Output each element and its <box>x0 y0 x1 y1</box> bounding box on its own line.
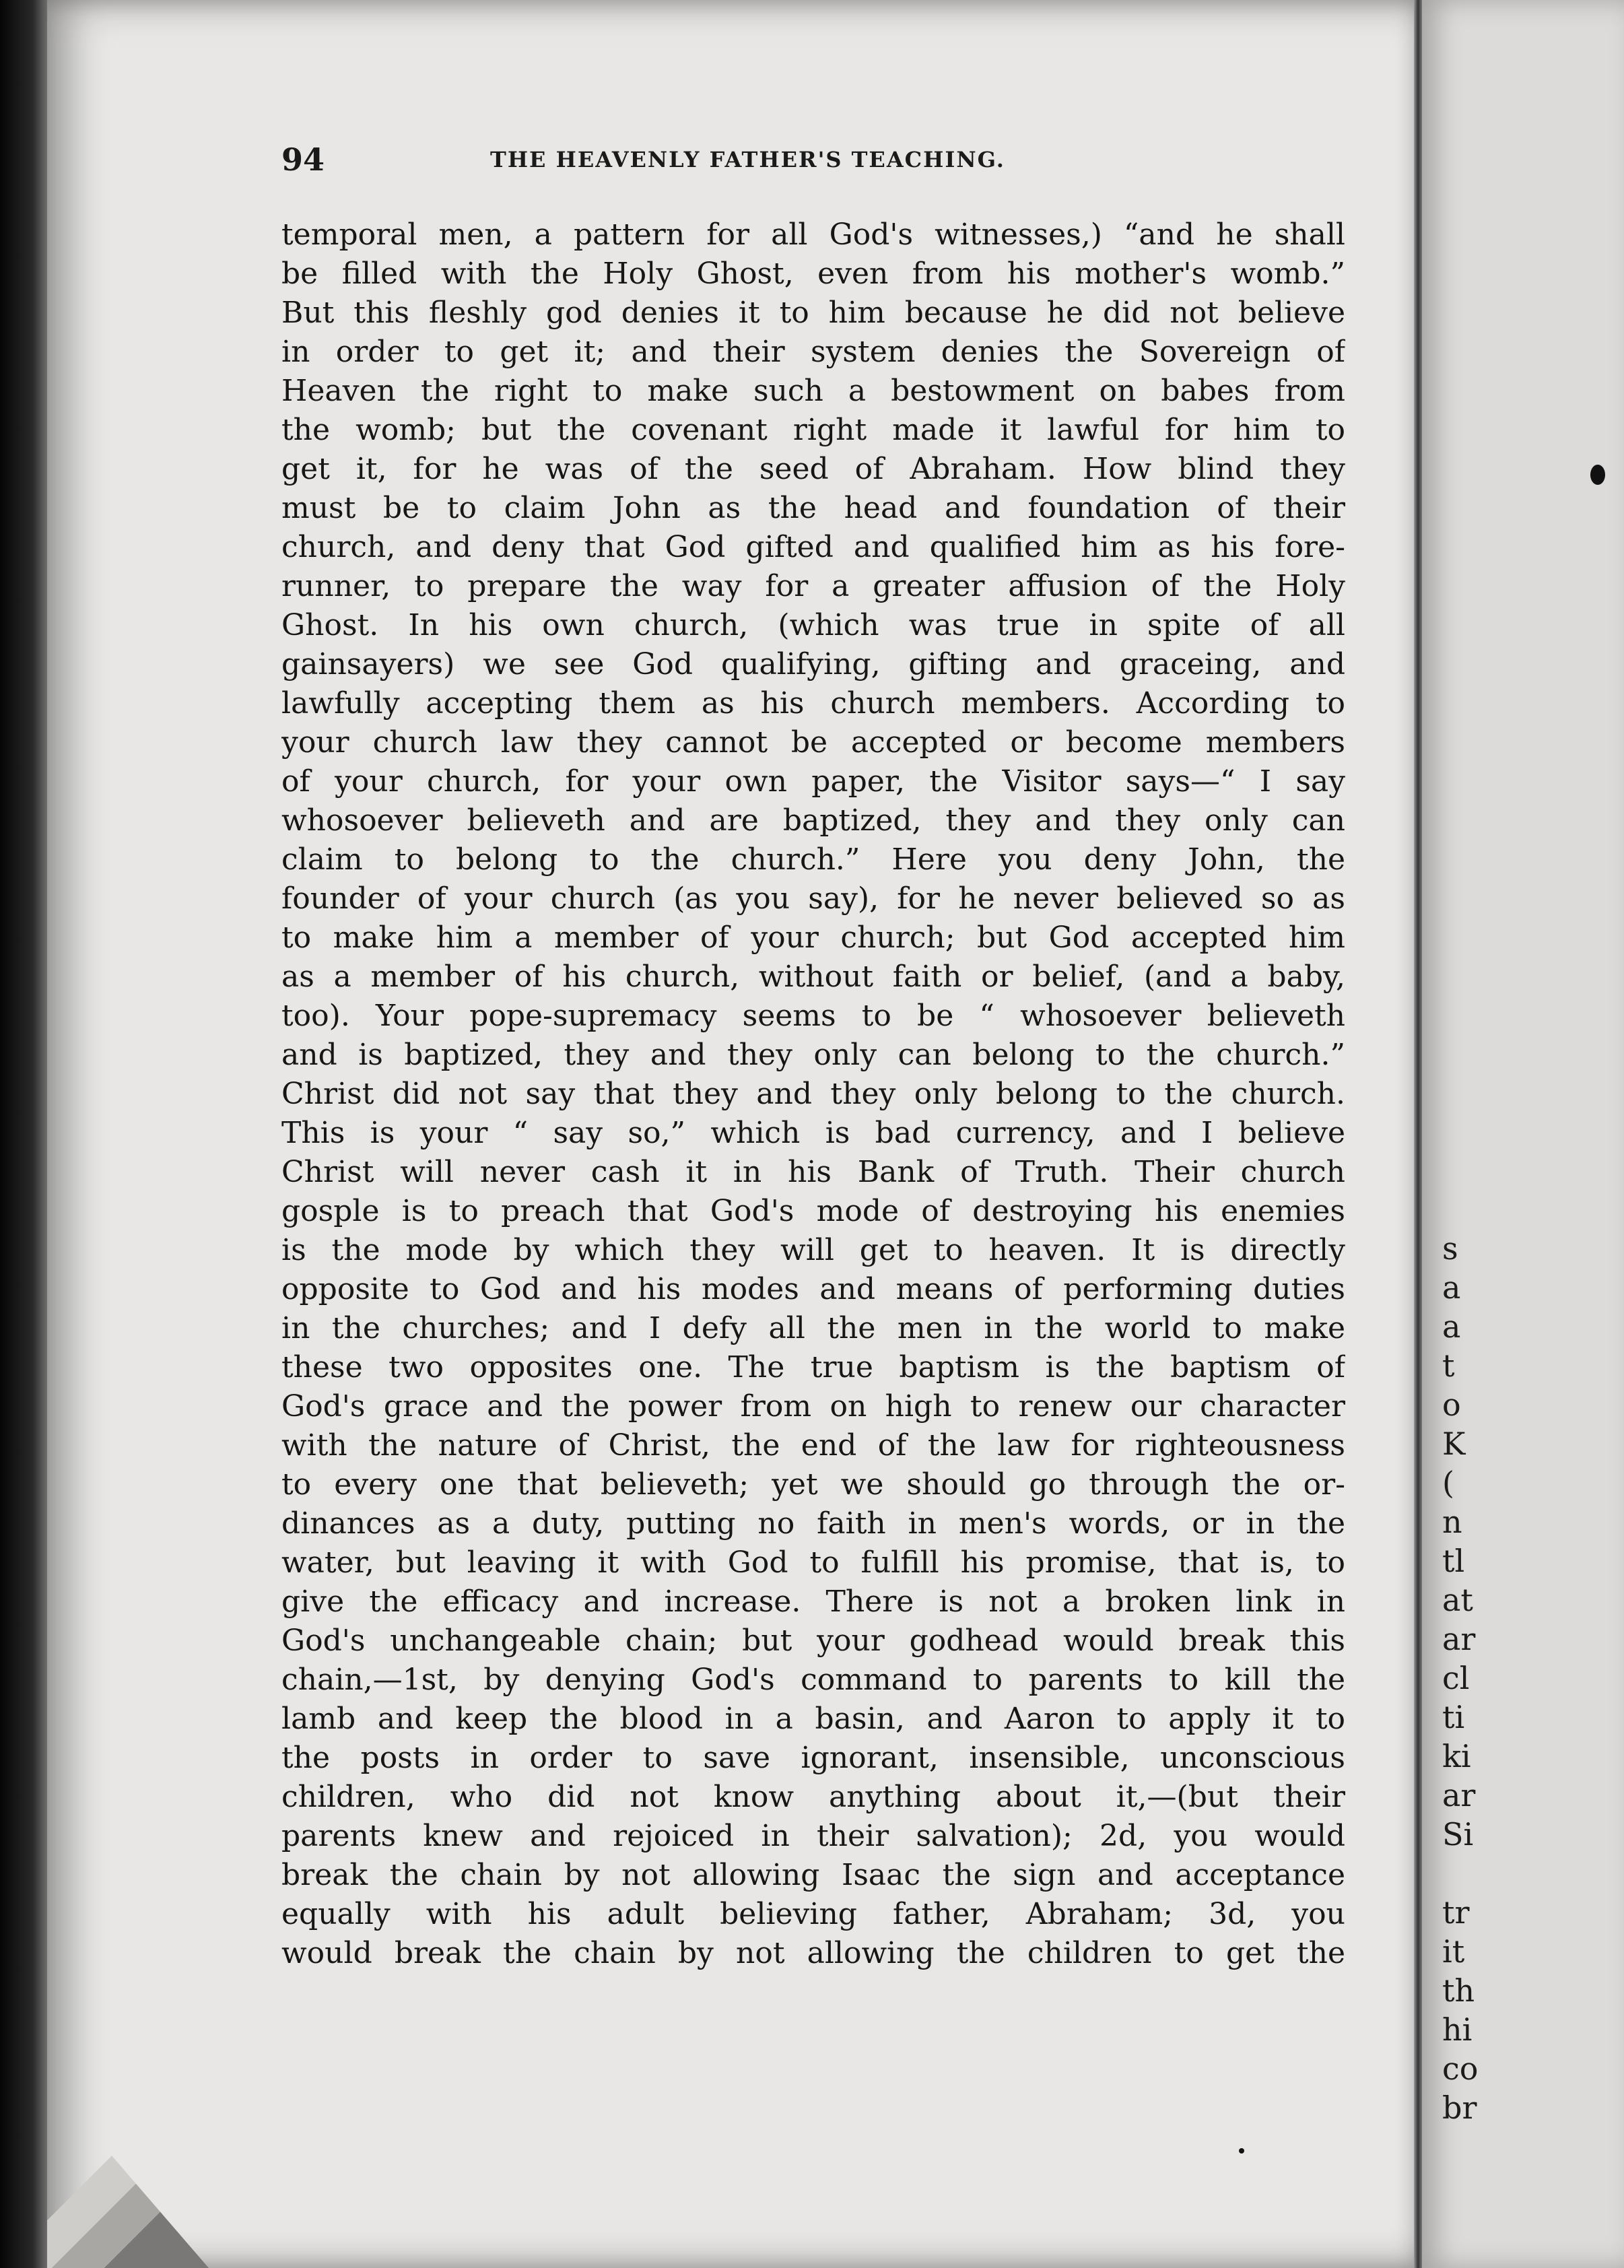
text-line: get it, for he was of the seed of Abraham. How blind they <box>281 452 1345 486</box>
text-line: parents knew and rejoiced in their salvation); 2d, you would <box>281 1819 1345 1853</box>
text-line: your church law they cannot be accepted or become members <box>281 725 1345 760</box>
text-line: give the efficacy and increase. There is not a broken link in <box>281 1585 1345 1619</box>
text-line: children, who did not know anything about it,—(but their <box>281 1780 1345 1814</box>
text-line: the posts in order to save ignorant, insensible, unconscious <box>281 1741 1345 1775</box>
adjacent-page-fragment: br <box>1442 2090 1477 2126</box>
adjacent-page-fragment: n <box>1442 1504 1462 1540</box>
text-line: church, and deny that God gifted and qualified him as his fore- <box>281 530 1345 564</box>
adjacent-page-fragment: cl <box>1442 1660 1470 1696</box>
text-line: Christ did not say that they and they only belong to the church. <box>281 1077 1345 1111</box>
text-line: in order to get it; and their system denies the Sovereign of <box>281 335 1345 369</box>
adjacent-page-fragment: Si <box>1442 1816 1474 1853</box>
adjacent-page-fragment: t <box>1442 1347 1455 1384</box>
adjacent-page-fragment: it <box>1442 1933 1465 1970</box>
text-line: to every one that believeth; yet we should go through the or- <box>281 1467 1345 1502</box>
text-line: equally with his adult believing father, Abraham; 3d, you <box>281 1897 1345 1931</box>
adjacent-page-fragment: ar <box>1442 1777 1476 1813</box>
text-line: be filled with the Holy Ghost, even from his mother's womb.” <box>281 257 1345 291</box>
book-page <box>47 0 1421 2268</box>
text-line: founder of your church (as you say), for he never believed so as <box>281 881 1345 916</box>
text-line: gainsayers) we see God qualifying, gifting and graceing, and <box>281 647 1345 681</box>
scan-left-edge <box>0 0 47 2268</box>
text-line: and is baptized, they and they only can belong to the church.” <box>281 1038 1345 1072</box>
text-line: lawfully accepting them as his church members. According to <box>281 686 1345 721</box>
adjacent-page-fragment: co <box>1442 2050 1479 2087</box>
text-line: of your church, for your own paper, the Visitor says—“ I say <box>281 764 1345 799</box>
text-line: Heaven the right to make such a bestowment on babes from <box>281 374 1345 408</box>
text-line: runner, to prepare the way for a greater affusion of the Holy <box>281 569 1345 603</box>
page-number: 94 <box>281 141 325 178</box>
text-line: too). Your pope-supremacy seems to be “ whosoever believeth <box>281 999 1345 1033</box>
adjacent-page-fragment: th <box>1442 1972 1475 2009</box>
adjacent-page-edge <box>1422 0 1624 2268</box>
text-line: whosoever believeth and are baptized, they and they only can <box>281 803 1345 838</box>
text-line: chain,—1st, by denying God's command to parents to kill the <box>281 1663 1345 1697</box>
page-fold <box>1414 0 1422 2268</box>
text-line: is the mode by which they will get to heaven. It is directly <box>281 1233 1345 1267</box>
text-line: break the chain by not allowing Isaac the sign and acceptance <box>281 1858 1345 1892</box>
text-line: with the nature of Christ, the end of the law for righteousness <box>281 1428 1345 1463</box>
running-title: THE HEAVENLY FATHER'S TEACHING. <box>490 147 1005 172</box>
body-text <box>281 215 1345 1973</box>
text-line: in the churches; and I defy all the men in the world to make <box>281 1311 1345 1345</box>
text-line: This is your “ say so,” which is bad currency, and I believe <box>281 1116 1345 1150</box>
page-header <box>281 141 1345 182</box>
text-line: But this fleshly god denies it to him because he did not believe <box>281 296 1345 330</box>
text-line: Christ will never cash it in his Bank of Truth. Their church <box>281 1155 1345 1189</box>
text-line: temporal men, a pattern for all God's witnesses,) “and he shall <box>281 218 1345 252</box>
adjacent-page-fragment: o <box>1442 1387 1461 1423</box>
adjacent-page-fragment: ar <box>1442 1621 1476 1657</box>
text-line: these two opposites one. The true baptism is the baptism of <box>281 1350 1345 1385</box>
ink-speck <box>1590 465 1605 485</box>
adjacent-page-fragment: s <box>1442 1230 1458 1267</box>
text-line: gosple is to preach that God's mode of destroying his enemies <box>281 1194 1345 1228</box>
adjacent-page-fragment: a <box>1442 1308 1461 1345</box>
adjacent-page-fragment: hi <box>1442 2011 1473 2048</box>
text-line: dinances as a duty, putting no faith in men's words, or in the <box>281 1506 1345 1541</box>
adjacent-page-fragment: tr <box>1442 1894 1470 1931</box>
text-line: claim to belong to the church.” Here you deny John, the <box>281 842 1345 877</box>
adjacent-page-fragment: tl <box>1442 1543 1465 1579</box>
adjacent-page-fragment: K <box>1442 1426 1466 1462</box>
text-line: as a member of his church, without faith or belief, (and a baby, <box>281 960 1345 994</box>
ink-speck <box>1239 2148 1244 2154</box>
text-line: God's unchangeable chain; but your godhead would break this <box>281 1624 1345 1658</box>
text-line: God's grace and the power from on high to renew our character <box>281 1389 1345 1424</box>
text-line: would break the chain by not allowing the children to get the <box>281 1936 1345 1970</box>
text-line: must be to claim John as the head and foundation of their <box>281 491 1345 525</box>
adjacent-page-fragment: a <box>1442 1269 1461 1306</box>
text-line: opposite to God and his modes and means of performing duties <box>281 1272 1345 1306</box>
text-line: water, but leaving it with God to fulfill his promise, that is, to <box>281 1545 1345 1580</box>
text-line: the womb; but the covenant right made it lawful for him to <box>281 413 1345 447</box>
text-line: Ghost. In his own church, (which was true in spite of all <box>281 608 1345 642</box>
text-line: lamb and keep the blood in a basin, and Aaron to apply it to <box>281 1702 1345 1736</box>
adjacent-page-fragment: ki <box>1442 1738 1471 1774</box>
adjacent-page-fragment: at <box>1442 1582 1473 1618</box>
adjacent-page-fragment: ( <box>1442 1465 1454 1501</box>
text-line: to make him a member of your church; but God accepted him <box>281 921 1345 955</box>
adjacent-page-fragment: ti <box>1442 1699 1465 1735</box>
